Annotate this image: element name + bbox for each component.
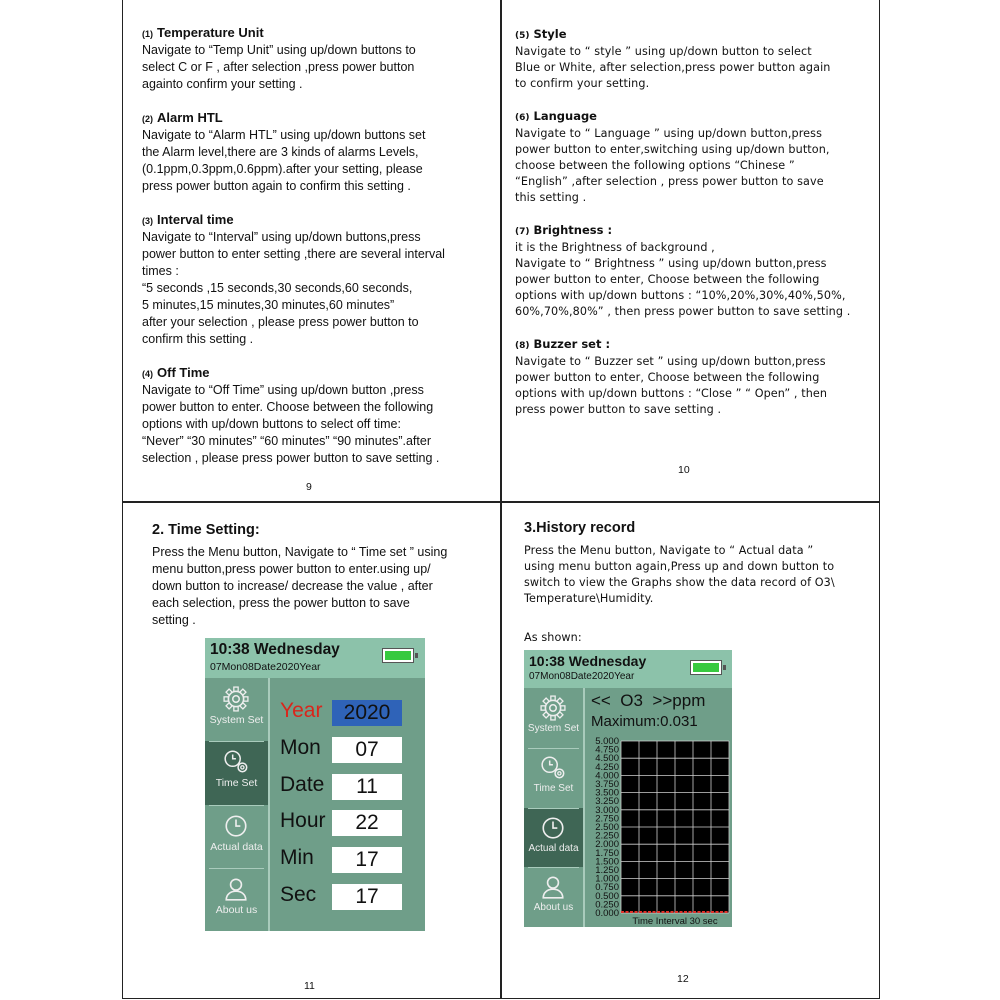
sidebar-item-label: System Set — [527, 723, 580, 734]
instruction-section — [142, 365, 492, 467]
sidebar-item-system-set[interactable] — [205, 678, 268, 741]
sidebar-item-label: About us — [533, 902, 574, 914]
battery-icon — [690, 660, 722, 675]
y-tick-label: 2.000 — [595, 839, 619, 851]
y-tick-label: 1.000 — [595, 873, 619, 885]
instruction-section — [515, 109, 875, 206]
sidebar-separator — [528, 748, 579, 749]
y-tick-label: 0.000 — [595, 908, 619, 919]
section-title: Off Time — [157, 365, 210, 380]
y-tick-label: 3.250 — [595, 796, 619, 808]
section-heading — [515, 27, 875, 44]
section-title: Interval time — [157, 212, 234, 227]
page-12 — [524, 520, 874, 646]
page-title: 3.History record — [524, 520, 636, 536]
section-title: Alarm HTL — [157, 110, 223, 125]
date-line: 07Mon08Date2020Year — [210, 661, 321, 673]
section-number: (4) — [142, 369, 153, 379]
y-tick-label: 1.750 — [595, 847, 619, 859]
field-value-date[interactable]: 11 — [332, 774, 402, 800]
sidebar-item-label: Actual data — [210, 840, 263, 853]
instruction-section — [515, 27, 875, 92]
sidebar-item-system-set[interactable] — [524, 688, 583, 748]
graph-title: << O3 >>ppm — [591, 691, 706, 710]
status-header — [205, 638, 425, 678]
paragraph: Press the Menu button, Navigate to “ Time set ” using menu button,press power button to enter.using up/ down button to increase/ decrease the value , after each selection, press the power button to save setting . — [152, 545, 448, 627]
instruction-section — [142, 25, 492, 93]
sidebar-item-label: System Set — [209, 714, 264, 726]
sidebar-separator — [209, 868, 264, 869]
page-number-10: 10 — [678, 464, 690, 476]
page-number-12: 12 — [677, 973, 689, 985]
gear-icon — [223, 686, 251, 712]
field-label-mon: Mon — [280, 735, 321, 759]
section-heading — [142, 25, 492, 42]
person-icon — [223, 876, 251, 902]
y-tick-label: 1.250 — [595, 865, 619, 876]
sidebar-separator — [528, 808, 579, 809]
field-label-min: Min — [280, 846, 314, 870]
section-number: (5) — [515, 31, 530, 41]
section-number: (6) — [515, 113, 530, 123]
section-number: (7) — [515, 227, 530, 237]
sidebar-item-label: Time Set — [215, 777, 258, 790]
status-header — [524, 650, 732, 688]
section-body: Navigate to “ style ” using up/down button to select Blue or White, after selection,press power button again to confirm your setting. — [515, 45, 831, 90]
x-axis-label: Time Interval 30 sec — [632, 916, 718, 927]
y-tick-label: 0.500 — [595, 890, 619, 902]
section-title: Language — [533, 109, 597, 123]
sidebar-divider — [268, 678, 270, 931]
date-line: 07Mon08Date2020Year — [529, 671, 635, 682]
section-heading — [515, 337, 875, 354]
section-title: Temperature Unit — [157, 25, 264, 40]
sidebar-item-label: About us — [215, 903, 258, 916]
horizontal-divider — [122, 501, 879, 503]
y-tick-label: 0.250 — [595, 899, 619, 911]
y-tick-label: 4.750 — [595, 744, 619, 756]
vertical-divider — [500, 0, 502, 998]
time-set-screen — [205, 638, 425, 931]
section-body: Navigate to “Temp Unit” using up/down buttons to select C or F , after selection ,press power button againto confirm your setting . — [142, 43, 416, 91]
section-number: (2) — [142, 114, 153, 124]
section-body: Navigate to “ Buzzer set ” using up/down button,press power button to enter, Choose between the following options with up/down buttons : “Close ” “ Open” , then press power button to save setting . — [515, 355, 828, 416]
clock-icon — [540, 815, 568, 841]
graph-maximum: Maximum:0.031 — [591, 713, 698, 730]
page-number-11: 11 — [304, 980, 315, 992]
as-shown-label: As shown: — [524, 631, 582, 644]
sidebar-item-about-us[interactable] — [524, 867, 583, 927]
clock-gear-icon — [223, 749, 251, 775]
o3-chart — [585, 735, 732, 927]
clock-time: 10:38 Wednesday — [529, 653, 647, 669]
y-tick-label: 2.750 — [595, 813, 619, 825]
sidebar-separator — [209, 741, 264, 742]
section-body: Navigate to “ Language ” using up/down button,press power button to enter,switching using up/down button, choose between the following options “Chinese ” “English” ,after selection , press power button to save this setting . — [515, 127, 830, 204]
sidebar-item-actual-data[interactable] — [205, 805, 268, 868]
section-heading — [515, 223, 875, 240]
y-tick-label: 2.250 — [595, 830, 619, 842]
section-title: Style — [533, 27, 567, 41]
section-number: (8) — [515, 341, 530, 351]
section-title: Buzzer set : — [533, 337, 611, 351]
field-label-hour: Hour — [280, 809, 326, 833]
y-tick-label: 3.000 — [595, 804, 619, 816]
page-11 — [152, 522, 492, 629]
field-value-mon[interactable]: 07 — [332, 737, 402, 763]
sidebar-separator — [528, 867, 579, 868]
section-title: Brightness : — [533, 223, 613, 237]
section-body: it is the Brightness of background , Navigate to “ Brightness ” using up/down button,press power button to enter, Choose between the following options with up/down buttons : “10%,20%,30%,40%,50%, 60%,70%,80%” , then press power button to save setting . — [515, 241, 851, 318]
clock-time: 10:38 Wednesday — [210, 641, 340, 658]
page-9 — [142, 25, 492, 484]
y-tick-label: 5.000 — [595, 736, 619, 747]
person-icon — [540, 874, 568, 900]
sidebar-separator — [209, 805, 264, 806]
field-label-year: Year — [280, 699, 323, 722]
section-body: Navigate to “Alarm HTL” using up/down buttons set the Alarm level,there are 3 kinds of alarms Levels, (0.1ppm,0.3ppm,0.6ppm).after your setting, please press power button again to confirm this setting . — [142, 128, 426, 193]
sidebar-item-label: Time Set — [533, 782, 574, 794]
clock-gear-icon — [540, 755, 568, 781]
section-body: Navigate to “Interval” using up/down buttons,press power button to enter setting ,there are several interval times : “5 seconds ,15 seconds,30 seconds,60 seconds, 5 minutes,15 minutes,30 minutes,60 minutes” after your selection , please press power button to confirm this setting . — [142, 230, 445, 346]
instruction-section — [142, 212, 492, 348]
field-label-sec: Sec — [280, 883, 317, 906]
y-tick-label: 4.500 — [595, 753, 619, 765]
page-title: 2. Time Setting: — [152, 522, 260, 538]
sidebar-item-actual-data[interactable] — [524, 808, 583, 868]
y-tick-label: 4.000 — [595, 770, 619, 782]
instruction-section — [515, 337, 875, 418]
sidebar — [205, 678, 268, 931]
sidebar-item-time-set[interactable] — [205, 741, 268, 804]
section-body: Navigate to “Off Time” using up/down button ,press power button to enter. Choose between the following options with up/down buttons to select off time: “Never” “30 minutes” “60 minutes” “90 minutes”.after selection , please press power button to save setting . — [142, 383, 440, 465]
section-heading — [142, 110, 492, 127]
field-value-year[interactable]: 2020 — [332, 700, 402, 726]
paragraph: Press the Menu button, Navigate to “ Actual data ” using menu button again,Press up and down button to switch to view the Graphs show the data record of O3\ Temperature\Humidity. — [524, 544, 835, 605]
sidebar-item-about-us[interactable] — [205, 868, 268, 931]
field-value-hour[interactable]: 22 — [332, 810, 402, 836]
page-number-9: 9 — [306, 481, 312, 493]
sidebar-item-label: Actual data — [528, 842, 579, 854]
field-value-sec[interactable]: 17 — [332, 884, 402, 910]
field-label-date: Date — [280, 772, 325, 796]
instruction-section — [142, 110, 492, 195]
instruction-section — [515, 223, 875, 320]
section-heading — [142, 365, 492, 382]
section-heading — [515, 109, 875, 126]
y-tick-label: 1.500 — [595, 856, 619, 868]
battery-icon — [382, 648, 414, 663]
section-number: (3) — [142, 216, 153, 226]
page-10 — [515, 27, 875, 435]
sidebar-item-time-set[interactable] — [524, 748, 583, 808]
section-heading — [142, 212, 492, 229]
y-tick-label: 2.500 — [595, 822, 619, 833]
y-tick-label: 3.500 — [595, 787, 619, 799]
y-tick-label: 3.750 — [595, 779, 619, 790]
sidebar — [524, 688, 583, 927]
section-number: (1) — [142, 29, 153, 39]
y-tick-label: 4.250 — [595, 761, 619, 773]
gear-icon — [540, 695, 568, 721]
history-screen — [524, 650, 732, 927]
field-value-min[interactable]: 17 — [332, 847, 402, 873]
y-tick-label: 0.750 — [595, 882, 619, 894]
clock-icon — [223, 813, 251, 839]
